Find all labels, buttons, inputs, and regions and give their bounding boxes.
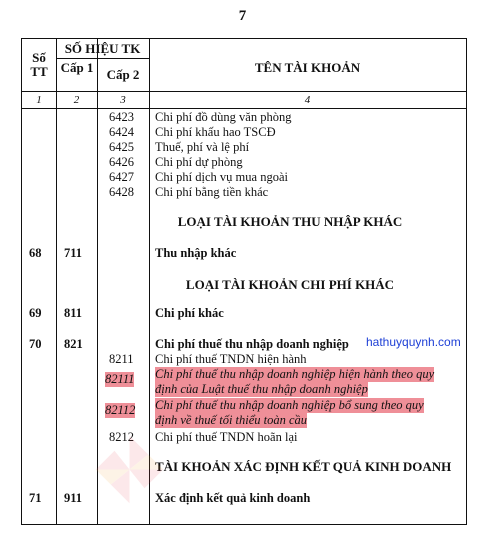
col-num-2: 2 [73, 94, 80, 106]
header-subdivider [56, 58, 149, 59]
row-tt: 71 [29, 491, 42, 505]
header-divider [22, 91, 466, 92]
table-row-name: Thuế, phí và lệ phí [155, 140, 250, 154]
table-row-name-highlighted: định về thuế tối thiểu toàn cầu [155, 413, 308, 427]
table-row-code: 6425 [109, 140, 134, 154]
table-row-code-highlighted: 82111 [105, 372, 135, 386]
page-number: 7 [238, 8, 247, 24]
table-row-code: 8211 [109, 352, 134, 366]
row-tt: 70 [29, 337, 42, 351]
table-row-name: Chi phí bằng tiền khác [155, 185, 269, 199]
colnum-divider [22, 108, 466, 109]
col-num-4: 4 [304, 94, 311, 106]
row-tt: 69 [29, 306, 42, 320]
row-cap1: 821 [64, 337, 83, 351]
row-tt: 68 [29, 246, 42, 260]
row-cap1: 911 [64, 491, 83, 505]
table-row-code: 6426 [109, 155, 134, 169]
col-divider [56, 39, 57, 524]
table-row-code-highlighted: 82112 [105, 403, 136, 417]
table-row-name: Chi phí thuế TNDN hiện hành [155, 352, 307, 366]
col-num-3: 3 [120, 94, 126, 106]
header-ten-tk: TÊN TÀI KHOẢN [254, 60, 361, 75]
section-heading: TÀI KHOẢN XÁC ĐỊNH KẾT QUẢ KINH DOANH [155, 459, 452, 474]
header-cap1: Cấp 1 [60, 60, 94, 75]
table-row-code: 6427 [109, 170, 134, 184]
table-row-name-highlighted: định của Luật thuế thu nhập doanh nghiệp [155, 382, 368, 396]
section-heading: LOẠI TÀI KHOẢN THU NHẬP KHÁC [177, 214, 403, 229]
table-row-name: Chi phí khấu hao TSCĐ [155, 125, 276, 139]
section-heading: LOẠI TÀI KHOẢN CHI PHÍ KHÁC [185, 277, 395, 292]
row-name: Chi phí khác [155, 306, 224, 320]
table-row-name-highlighted: Chi phí thuế thu nhập doanh nghiệp hiện hành theo quy [155, 367, 435, 381]
row-cap1: 711 [64, 246, 83, 260]
table-row-code: 6428 [109, 185, 134, 199]
table-row-name: Chi phí dự phòng [155, 155, 243, 169]
header-so-tt: Số TT [30, 50, 48, 79]
row-name: Xác định kết quả kinh doanh [155, 491, 311, 505]
table-row-code: 6424 [109, 125, 134, 139]
table-row-name-highlighted: Chi phí thuế thu nhập doanh nghiệp bổ sung theo quy [155, 398, 424, 412]
watermark-logo-icon [92, 432, 167, 507]
table-row-name: Chi phí dịch vụ mua ngoài [155, 170, 288, 184]
table-row-code: 6423 [109, 110, 134, 124]
row-name: Chi phí thuế thu nhập doanh nghiệp [155, 337, 349, 351]
table-row-code: 8212 [109, 430, 134, 444]
table-row-name: Chi phí đồ dùng văn phòng [155, 110, 292, 124]
watermark-text: hathuyquynh.com [366, 335, 461, 349]
header-so-hieu-tk: SỐ HIỆU TK [64, 41, 141, 56]
col-num-1: 1 [36, 94, 42, 106]
table-row-name: Chi phí thuế TNDN hoãn lại [155, 430, 298, 444]
row-name: Thu nhập khác [155, 246, 237, 260]
row-cap1: 811 [64, 306, 83, 320]
header-cap2: Cấp 2 [106, 67, 140, 82]
